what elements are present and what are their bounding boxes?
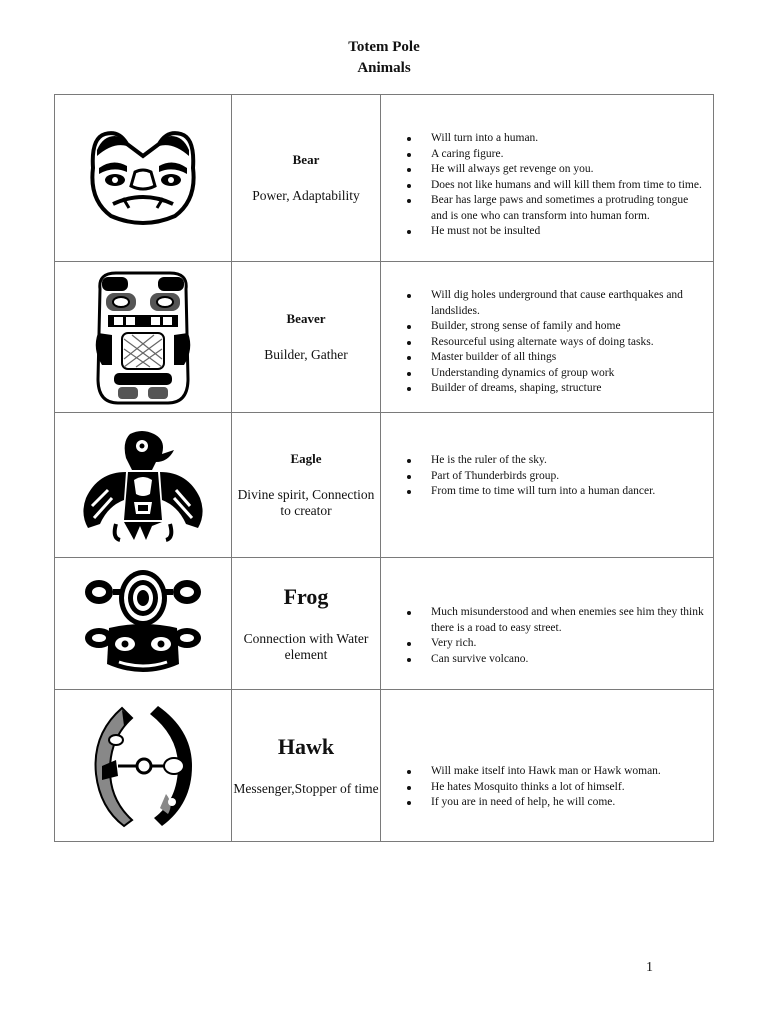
list-item: Much misunderstood and when enemies see him they think there is a road to easy street.	[431, 605, 707, 636]
list-item: Part of Thunderbirds group.	[431, 469, 707, 485]
list-item: A caring figure.	[431, 147, 707, 163]
table-row-hawk	[55, 690, 714, 842]
table-row-frog	[55, 558, 714, 690]
icon-cell	[55, 413, 232, 558]
facts-list	[381, 131, 713, 240]
animals-table	[54, 94, 714, 842]
list-item: He is the ruler of the sky.	[431, 453, 707, 469]
name-cell	[232, 690, 381, 842]
list-item: He hates Mosquito thinks a lot of himself.	[431, 780, 707, 796]
document-title-line2: Animals	[357, 60, 411, 76]
beaver-icon	[88, 269, 198, 405]
facts-list	[381, 453, 713, 500]
facts-list	[381, 764, 713, 811]
animal-name: Bear	[292, 152, 320, 167]
list-item: Builder of dreams, shaping, structure	[431, 381, 707, 397]
animal-traits: Power, Adaptability	[252, 188, 360, 203]
list-item: He will always get revenge on you.	[431, 162, 707, 178]
list-item: He must not be insulted	[431, 224, 707, 240]
table-row-eagle	[55, 413, 714, 558]
animal-name: Beaver	[286, 311, 326, 326]
animal-name: Frog	[283, 583, 329, 609]
animal-traits: Messenger,Stopper of time	[233, 780, 379, 796]
frog-icon	[83, 568, 203, 680]
name-cell	[232, 262, 381, 413]
list-item: From time to time will turn into a human dancer.	[431, 484, 707, 500]
list-item: Will make itself into Hawk man or Hawk woman.	[431, 764, 707, 780]
list-item: If you are in need of help, he will come.	[431, 795, 707, 811]
animal-name: Eagle	[290, 451, 322, 466]
list-item: Master builder of all things	[431, 350, 707, 366]
list-item: Very rich.	[431, 636, 707, 652]
table-row-beaver	[55, 262, 714, 413]
animal-name: Hawk	[277, 733, 335, 759]
facts-cell	[381, 413, 714, 558]
facts-cell	[381, 262, 714, 413]
hawk-icon	[88, 704, 198, 828]
facts-list	[381, 605, 713, 667]
facts-list	[381, 288, 713, 397]
animal-traits: Connection with Water element	[243, 630, 369, 662]
facts-cell	[381, 95, 714, 262]
list-item: Can survive volcano.	[431, 652, 707, 668]
animal-traits: Divine spirit, Connection to creator	[237, 487, 375, 518]
list-item: Understanding dynamics of group work	[431, 366, 707, 382]
icon-cell	[55, 95, 232, 262]
list-item: Resourceful using alternate ways of doing tasks.	[431, 335, 707, 351]
table-row-bear	[55, 95, 714, 262]
name-cell	[232, 413, 381, 558]
list-item: Builder, strong sense of family and home	[431, 319, 707, 335]
list-item: Will turn into a human.	[431, 131, 707, 147]
facts-cell	[381, 558, 714, 690]
animal-traits: Builder, Gather	[264, 347, 348, 362]
name-cell	[232, 95, 381, 262]
facts-cell	[381, 690, 714, 842]
icon-cell	[55, 558, 232, 690]
icon-cell	[55, 262, 232, 413]
eagle-icon	[78, 428, 208, 542]
bear-icon	[83, 128, 203, 228]
page-number: 1	[646, 960, 653, 975]
name-cell	[232, 558, 381, 690]
list-item: Does not like humans and will kill them from time to time.	[431, 178, 707, 194]
document-title-line1: Totem Pole	[348, 39, 420, 55]
list-item: Will dig holes underground that cause earthquakes and landslides.	[431, 288, 707, 319]
list-item: Bear has large paws and sometimes a protruding tongue and is one who can transform into human form.	[431, 193, 707, 224]
icon-cell	[55, 690, 232, 842]
